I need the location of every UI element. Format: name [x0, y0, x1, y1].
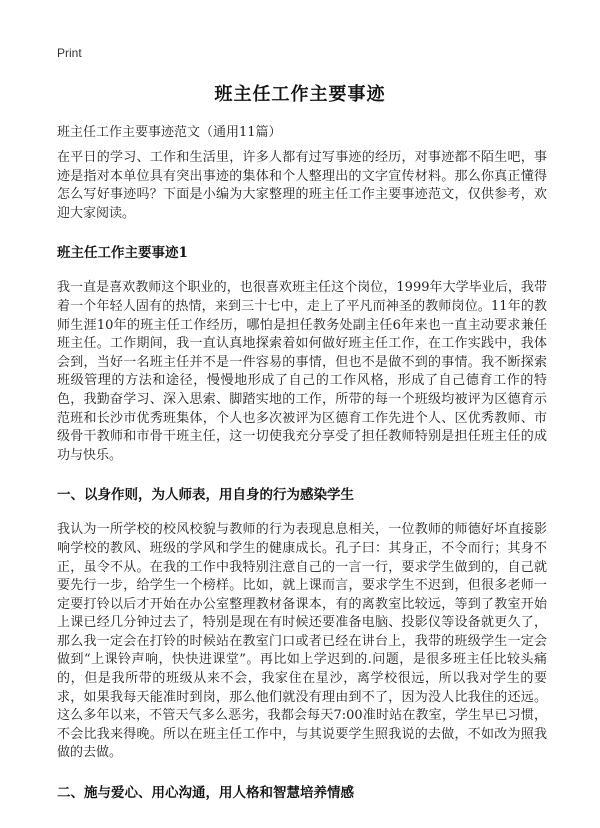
section-2-paragraph: 我认为一所学校的校风校貌与教师的行为表现息息相关，一位教师的师德好坏直接影响学校的教风、班级的学风和学生的健康成长。孔子曰：其身正，不令而行；其身不正，虽令不从。在我的工作中我特别注意自己的一言一行，要求学生做到的，自己就要先行一步，给学生一个榜样。比如，就上课而言，要求学生不迟到，但很多老师一定要打铃以后才开始在办公室整理教材备课本，有的离教室比较远，等到了教室开始上课已经几分钟过去了，特别是现在有时候还要准备电脑、投影仪等设备就更久了，那么我一定会在打铃的时候站在教室门口或者已经在讲台上，我带的班级学生一定会做到“上课铃声响，快快进课堂”。再比如上学迟到的.问题，是很多班主任比较头痛的，但是我所带的班级从来不会，我家住在星沙，离学校很远，所以我对学生的要求，如果我每天能准时到岗，那么他们就没有理由到不了，因为没人比我住的还远。这么多年以来，不管天气多么恶劣，我都会每天7:00准时站在教室，学生早已习惯，不会比我来得晚。所以在班主任工作中，与其说要学生照我说的去做，不如改为照我做的去做。: [57, 522, 547, 761]
section-heading-1: 班主任工作主要事迹1: [57, 245, 188, 262]
document-subtitle: 班主任工作主要事迹范文（通用11篇）: [57, 125, 282, 140]
intro-paragraph: 在平日的学习、工作和生活里，许多人都有过写事迹的经历，对事迹都不陌生吧，事迹是指对本单位具有突出事迹的集体和个人整理出的文字宣传材料。那么你真正懂得怎么写好事迹吗？下面是小编为大家整理的班主任工作主要事迹范文，仅供参考，欢迎大家阅读。: [57, 150, 547, 221]
section-heading-2: 一、以身作则，为人师表，用自身的行为感染学生: [57, 487, 354, 504]
page-title: 班主任工作主要事迹: [214, 84, 386, 105]
section-heading-3: 二、施与爱心、用心沟通，用人格和智慧培养情感: [57, 785, 354, 802]
article-body: [57, 149, 547, 819]
section-1-paragraph: 我一直是喜欢教师这个职业的，也很喜欢班主任这个岗位，1999年大学毕业后，我带着一个年轻人固有的热情，来到三十七中，走上了平凡而神圣的教师岗位。11年的教师生涯10年的班主任工作经历，哪怕是担任教务处副主任6年来也一直主动要求兼任班主任。工作期间，我一直认真地探索着如何做好班主任工作，在工作实践中，我体会到，当好一名班主任并不是一件容易的事情，但也不是做不到的事情。我不断探索班级管理的方法和途径，慢慢地形成了自己的工作风格，形成了自己德育工作的特色，我勤奋学习、深入思索、脚踏实地的工作，所带的每一个班级均被评为区德育示范班和长沙市优秀班集体，个人也多次被评为区德育工作先进个人、区优秀教师、市级骨干教师和市骨干班主任，这一切使我充分享受了担任教师特别是担任班主任的成功与快乐。: [57, 280, 547, 463]
print-link[interactable]: Print: [57, 46, 82, 60]
